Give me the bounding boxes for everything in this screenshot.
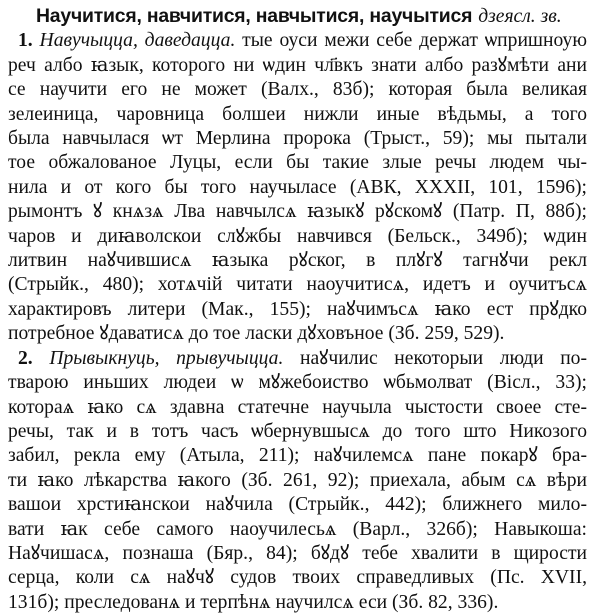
sense-2-line: 131б); преследованѧ и терпѣнѧ научилсѧ еси (Зб. 82, 336). <box>8 591 499 613</box>
sense-2-line-1 <box>8 347 587 371</box>
sense-2-text: наꙋчилис некоторыи люди по- <box>283 347 587 369</box>
sense-2-line: забил, рекла ему (Атыла, 211); наꙋчилемсѧ пане покарꙋ бра- <box>8 445 587 467</box>
sense-2-gloss: Прывыкнуць, прывучыцца. <box>49 347 284 369</box>
sense-1-line: нила и от кого бы того научыласе (АВК, XXXII, 101, 1596); <box>8 176 587 198</box>
entry-header <box>8 4 587 29</box>
sense-1-line-1 <box>8 29 587 53</box>
sense-2-line: котораѧ ꙗко сѧ здавна статечне научыла чыстости своее сте- <box>8 396 587 418</box>
sense-1-line: была навчылася ѡт Мерлина пророка (Трыст., 59); мы пытали <box>8 128 587 150</box>
sense-2-line: тварою иньших людеи ѡ мꙋжебоиство ѡбьмолват (Віcл., 33); <box>8 372 587 394</box>
sense-1-line: потребное ꙋдаватисѧ до тое ласки дꙋховъное (Зб. 259, 529). <box>8 323 505 345</box>
sense-1-line: рымонтъ ꙋ кнѧзѧ Лва навчылсѧ ꙗзыкꙋ рꙋскомꙋ (Патр. П, 88б); <box>8 201 587 223</box>
sense-1-line: тое обжалованое Луцы, если бы такие злые речы людем чы- <box>8 152 587 174</box>
sense-2-line: Наꙋчишасѧ, познаша (Бяр., 84); бꙋдꙋ тебе хвалити в щирости <box>8 542 587 564</box>
sense-1-line: (Стрыйк., 480); хотѧчій читати наоучитисѧ, идетъ и оучитъсѧ <box>8 274 587 296</box>
sense-2-line: вати ꙗк себе самого наоучилесьѧ (Варл., 326б); Навыкоша: <box>8 518 587 540</box>
sense-1-line: реч албо ꙗзык, которого ни ѡдин чл҃вкъ знати албо разꙋмѣти ани <box>8 54 587 76</box>
sense-1-line: чаров и диꙗволскои слꙋжбы навчився (Бельск., 349б); ѡдин <box>8 225 587 247</box>
sense-2-line: серца, коли сѧ наꙋчꙋ судов твоих справедливых (Пс. XVII, <box>8 567 587 589</box>
sense-1-text: тые оуси межи себе держат ѡпришноую <box>235 30 587 52</box>
headword: Научитися, навчитися, навчытися, научытися <box>36 5 473 27</box>
sense-1-line: характировъ литери (Мак., 155); наꙋчимъсѧ ꙗко ест прꙋдко <box>8 298 587 320</box>
sense-1-line: се научити его не может (Валх., 83б); которая была великая <box>8 79 587 101</box>
sense-2-line: вашои хрстиꙗнскои наꙋчила (Стрыйк., 442); ближнего мило- <box>8 494 587 516</box>
sense-2-line: ти ꙗко лѣкарства ꙗкого (Зб. 261, 92); приехала, абым сѧ вѣри <box>8 469 587 491</box>
sense-2-line: речы, так и в тотъ часъ ѡбернувшысѧ до того што Никозого <box>8 420 587 442</box>
sense-1-gloss: Навучыцца, даведацца. <box>39 30 236 52</box>
sense-2-number: 2. <box>18 347 33 369</box>
sense-1-line: зелеиница, чаровница болшеи нижли иные вѣдьмы, а того <box>8 103 587 125</box>
grammar-label: дзеясл. зв. <box>478 6 562 27</box>
sense-1-number: 1. <box>18 30 33 52</box>
sense-1-line: литвин наꙋчившисѧ ꙗзыка рꙋског, в плꙋгꙋ тагнꙋчи рекл <box>8 250 587 272</box>
